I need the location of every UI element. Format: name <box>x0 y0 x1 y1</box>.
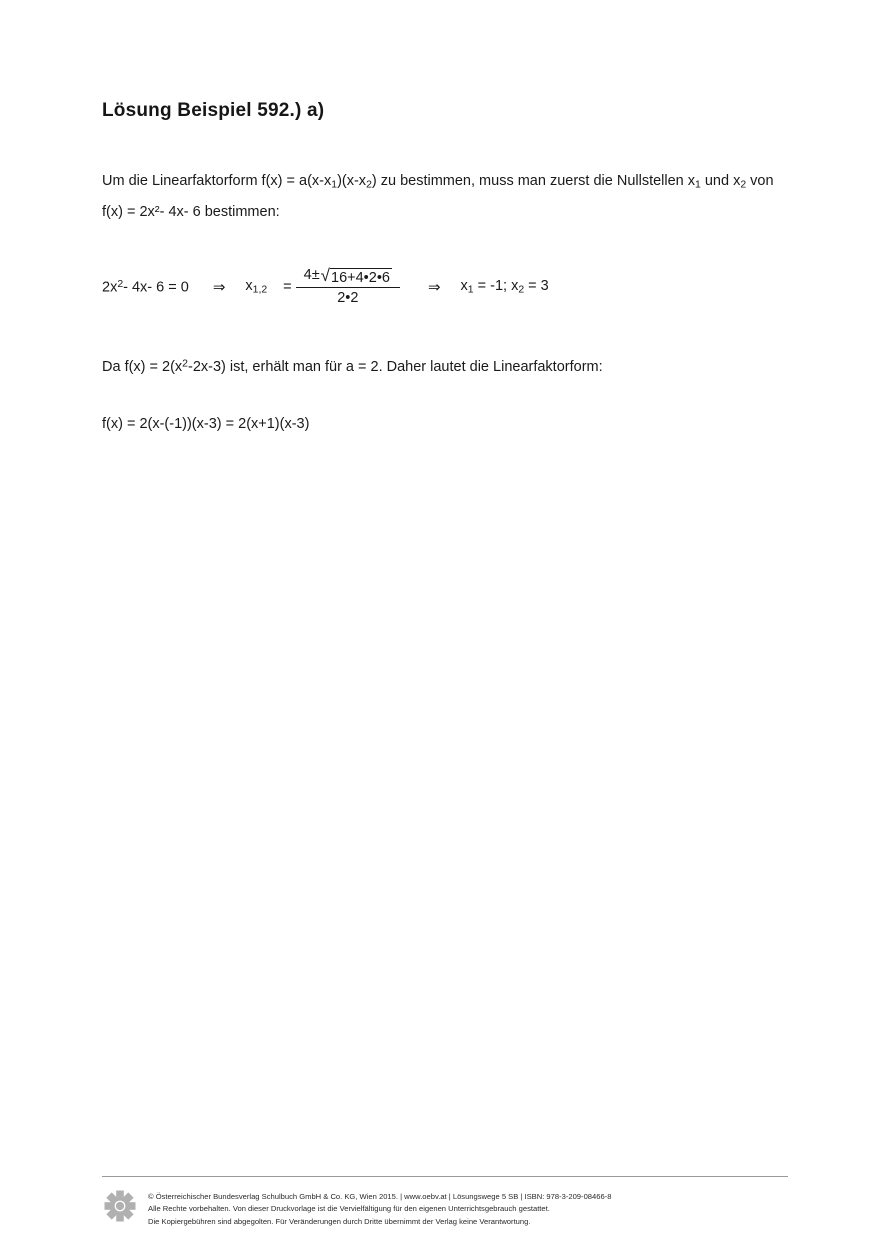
result-x-label: x <box>460 278 468 295</box>
equation-left-rest: - 4x- 6 = 0 <box>123 279 189 296</box>
equation-variable-subscript: 1,2 <box>252 284 268 296</box>
factorization-text-b: -2x-3) ist, erhält man für a = 2. Daher lautet die Linearfaktorform: <box>187 358 603 375</box>
equation-left-exponent: 2 <box>117 278 124 290</box>
implies-arrow-1: ⇒ <box>212 278 226 296</box>
numerator-lead: 4± <box>303 267 320 284</box>
intro-sub-4: 2 <box>740 179 747 191</box>
footer-copyright-line: © Österreichischer Bundesverlag Schulbuch GmbH & Co. KG, Wien 2015. | www.oebv.at | Lösungswege 5 SB | ISBN: 978-3-209-08466-8 <box>148 1192 612 1201</box>
result-x2-value: = 3 <box>524 278 549 295</box>
fraction-denominator: 2•2 <box>337 290 359 307</box>
intro-sub-3: 1 <box>695 179 701 191</box>
equation-equals: = <box>283 278 292 295</box>
publisher-logo-icon <box>102 1188 138 1224</box>
final-result-paragraph: f(x) = 2(x-(-1))(x-3) = 2(x+1)(x-3) <box>102 415 310 432</box>
footer-divider <box>102 1176 788 1177</box>
fraction-numerator <box>296 267 400 287</box>
equation-left-side <box>102 279 189 296</box>
intro-sub-1: 1 <box>331 179 338 191</box>
factorization-text-a: Da f(x) = 2(x <box>102 358 183 375</box>
implies-arrow-2: ⇒ <box>427 278 441 296</box>
intro-text-b: )(x-x <box>337 173 367 189</box>
radical-sign-icon: √ <box>320 266 331 286</box>
factorization-paragraph <box>102 353 802 382</box>
result-x1-subscript: 1 <box>467 284 474 296</box>
intro-text-d: und x <box>700 173 741 189</box>
fraction <box>296 267 400 306</box>
intro-sub-2: 2 <box>366 179 372 191</box>
equation-results <box>461 278 549 296</box>
quadratic-formula-equation <box>102 261 802 313</box>
equation-variable-label: x <box>245 278 253 295</box>
footer-rights-line: Alle Rechte vorbehalten. Von dieser Druckvorlage ist die Vervielfältigung für den eigenen Unterrichtsgebrauch gestattet. <box>148 1204 550 1214</box>
radicand: 16+4•2•6 <box>331 270 390 287</box>
intro-text-e: von <box>746 173 774 189</box>
result-x1-value: = -1; x <box>473 278 519 295</box>
equation-left-base: 2x <box>102 279 118 296</box>
result-x2-subscript: 2 <box>518 284 525 296</box>
square-root <box>321 267 392 286</box>
footer-liability-line: Die Kopiergebühren sind abgegolten. Für Veränderungen durch Dritte übernimmt der Verlag keine Verantwortung. <box>148 1216 531 1226</box>
document-body <box>102 100 802 467</box>
intro-paragraph <box>102 166 802 227</box>
footer-content <box>102 1188 611 1228</box>
page-title: Lösung Beispiel 592.) a) <box>102 100 325 121</box>
page-footer <box>0 1176 890 1259</box>
intro-text-a: Um die Linearfaktorform f(x) = a(x-x <box>102 173 332 189</box>
factorization-exponent: 2 <box>182 358 188 370</box>
intro-text-line2: f(x) = 2x²- 4x- 6 bestimmen: <box>102 203 280 220</box>
intro-text-c: ) zu bestimmen, muss man zuerst die Nullstellen x <box>371 173 696 189</box>
footer-text-block <box>148 1188 611 1228</box>
equation-variable <box>245 278 267 296</box>
